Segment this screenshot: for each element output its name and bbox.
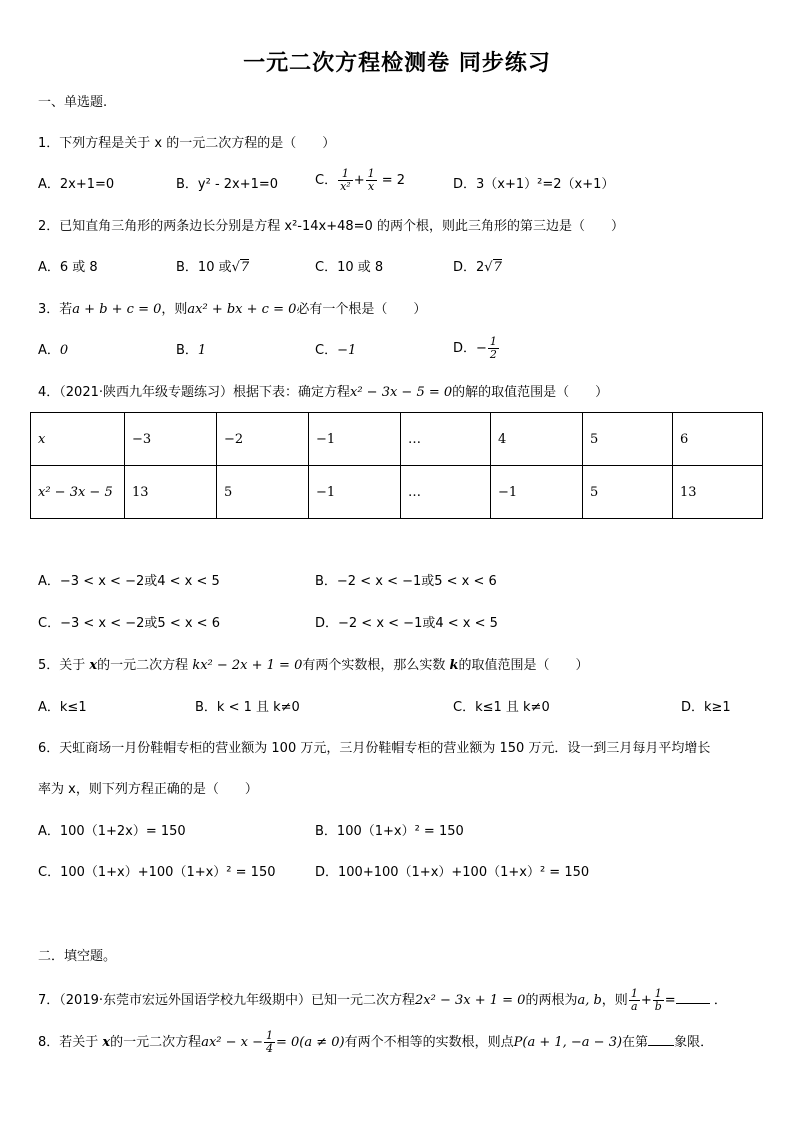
q4-stem-post: 的解的取值范围是（ ） (452, 385, 609, 400)
table-cell: −1 (491, 466, 583, 519)
q4-option-a[interactable]: A．−3 < x < −2或4 < x < 5 (38, 574, 220, 589)
q6-option-c[interactable]: C．100（1+x）+100（1+x）² = 150 (38, 865, 276, 880)
option-value: 0 (59, 343, 69, 358)
q5-stem-post: 的取值范围是（ ） (458, 658, 589, 673)
q1-option-a[interactable]: A．2x+1=0 (38, 177, 115, 192)
table-cell: … (401, 466, 491, 519)
section-fill-blank: 二．填空题。 (38, 949, 117, 964)
question-3-stem (38, 300, 426, 320)
option-value: 1 (197, 343, 207, 358)
q2-option-a[interactable]: A．6 或 8 (38, 260, 98, 275)
option-label: A． (38, 343, 60, 358)
q1-option-c-label: C． (315, 173, 338, 188)
q6-option-b[interactable]: B．100（1+x）² = 150 (315, 824, 464, 839)
q1-option-c-tail: = 2 (381, 173, 406, 188)
q8-stem-mid2: 有两个不相等的实数根，则点 (344, 1035, 514, 1050)
q5-option-d[interactable]: D．k≥1 (681, 700, 731, 715)
answer-blank[interactable] (648, 1031, 674, 1046)
q8-point: P(a + 1, −a − 3) (513, 1035, 623, 1050)
plus-sign: + (640, 993, 652, 1008)
table-cell: −3 (125, 413, 217, 466)
q6-option-d[interactable]: D．100+100（1+x）+100（1+x）² = 150 (315, 865, 590, 880)
q7-stem-pre: 7．（2019·东莞市宏远外国语学校九年级期中）已知一元二次方程 (38, 993, 415, 1008)
q2-option-d-text: D．2 (453, 260, 485, 275)
table-cell: 4 (491, 413, 583, 466)
fraction: $\frac{1}{a}$ (630, 987, 638, 1013)
table-cell: x (31, 413, 125, 466)
q8-equation-post: = 0(a ≠ 0) (276, 1035, 345, 1050)
q8-end: 象限． (674, 1035, 714, 1050)
q5-option-b[interactable]: B．k < 1 且 k≠0 (195, 700, 300, 715)
option-label: D．− (453, 341, 487, 356)
question-5-stem (38, 656, 589, 676)
fraction: $\frac{1}{\text{x²}}$ (340, 167, 351, 193)
table-cell: x² − 3x − 5 (31, 466, 125, 519)
q4-option-c[interactable]: C．−3 < x < −2或5 < x < 6 (38, 616, 220, 631)
q3-stem-post: 必有一个根是（ ） (296, 302, 427, 317)
q4-stem-pre: 4．（2021·陕西九年级专题练习）根据下表：确定方程 (38, 385, 350, 400)
q5-option-c[interactable]: C．k≤1 且 k≠0 (453, 700, 550, 715)
q5-option-a[interactable]: A．k≤1 (38, 700, 87, 715)
table-cell: 6 (673, 413, 763, 466)
q5-stem-mid: 的一元二次方程 (97, 658, 193, 673)
q3-option-a[interactable] (38, 341, 68, 361)
q1-option-b[interactable]: B．y² - 2x+1=0 (176, 177, 279, 192)
table-cell: 5 (583, 413, 673, 466)
radicand: 7 (240, 260, 250, 275)
q4-option-b[interactable]: B．−2 < x < −1或5 < x < 6 (315, 574, 497, 589)
q3-stem-pre: 3．若 (38, 302, 73, 317)
table-row-x (31, 413, 763, 466)
table-cell: 13 (125, 466, 217, 519)
q5-stem-pre: 5．关于 (38, 658, 90, 673)
question-7-stem (38, 988, 727, 1013)
option-label: B． (176, 343, 198, 358)
q3-option-c[interactable] (315, 341, 356, 361)
table-cell: 5 (217, 466, 309, 519)
q2-option-d[interactable]: D．2√7 (453, 260, 502, 275)
q7-equation: 2x² − 3x + 1 = 0 (415, 993, 526, 1008)
answer-blank[interactable] (676, 989, 710, 1004)
q7-end: ． (713, 993, 727, 1008)
q6-option-a[interactable]: A．100（1+2x）= 150 (38, 824, 186, 839)
q2-option-c[interactable]: C．10 或 8 (315, 260, 384, 275)
q7-roots: a, b (577, 993, 602, 1008)
question-1-stem: 1．下列方程是关于 x 的一元二次方程的是（ ） (38, 136, 336, 151)
q5-stem-mid2: 有两个实数根，那么实数 (302, 658, 450, 673)
equals-sign: = (664, 993, 676, 1008)
table-cell: 5 (583, 466, 673, 519)
fraction: $\frac{1}{b}$ (654, 987, 662, 1013)
question-6-stem-line2: 率为 x，则下列方程正确的是（ ） (38, 782, 258, 797)
q1-option-d[interactable]: D．3（x+1）²=2（x+1） (453, 177, 615, 192)
q8-equation-pre: ax² − x − (201, 1035, 263, 1050)
q5-var2: k (449, 658, 459, 673)
fraction: $\frac{1}{x}$ (367, 167, 375, 193)
q8-stem-pre: 8．若关于 (38, 1035, 103, 1050)
q1-option-c[interactable]: C． $\frac{1}{\text{x²}}$ + $\frac{1}{x}$ = 2 (315, 167, 406, 193)
question-4-stem (38, 383, 608, 403)
q8-stem-mid3: 在第 (622, 1035, 649, 1050)
radicand: 7 (493, 260, 502, 275)
fraction: $\frac{1}{2}$ (489, 335, 497, 361)
q7-stem-mid: 的两根为 (525, 993, 578, 1008)
fraction: $\frac{1}{4}$ (266, 1029, 273, 1055)
q4-equation: x² − 3x − 5 = 0 (350, 385, 453, 400)
question-2-stem: 2．已知直角三角形的两条边长分别是方程 x²-14x+48=0 的两个根，则此三角形的第三边是（ ） (38, 219, 624, 234)
q3-option-b[interactable] (176, 341, 206, 361)
option-value: −1 (337, 343, 357, 358)
q8-stem-mid: 的一元二次方程 (110, 1035, 202, 1050)
q8-var: x (102, 1035, 111, 1050)
question-6-stem-line1: 6．天虹商场一月份鞋帽专柜的营业额为 100 万元，三月份鞋帽专柜的营业额为 150 万元．设一到三月每月平均增长 (38, 741, 711, 756)
q7-stem-mid2: ，则 (601, 993, 628, 1008)
table-cell: −1 (309, 413, 401, 466)
table-cell: −1 (309, 466, 401, 519)
q5-equation: kx² − 2x + 1 = 0 (192, 658, 303, 673)
q3-condition: a + b + c = 0 (72, 302, 162, 317)
q5-var: x (89, 658, 98, 673)
table-cell: −2 (217, 413, 309, 466)
q4-option-d[interactable]: D．−2 < x < −1或4 < x < 5 (315, 616, 498, 631)
section-single-choice: 一、单选题. (38, 95, 108, 110)
table-cell: 13 (673, 466, 763, 519)
question-8-stem (38, 1030, 713, 1055)
value-table (30, 412, 763, 519)
option-label: C． (315, 343, 338, 358)
q3-stem-mid: ，则 (161, 302, 188, 317)
q2-option-b-text: B．10 或 (176, 260, 232, 275)
q3-equation: ax² + bx + c = 0 (187, 302, 297, 317)
page-title: 一元二次方程检测卷 同步练习 (243, 51, 551, 76)
q2-option-b[interactable]: B．10 或√7 (176, 260, 250, 275)
table-cell: … (401, 413, 491, 466)
table-row-fx (31, 466, 763, 519)
q3-option-d[interactable] (453, 336, 500, 361)
